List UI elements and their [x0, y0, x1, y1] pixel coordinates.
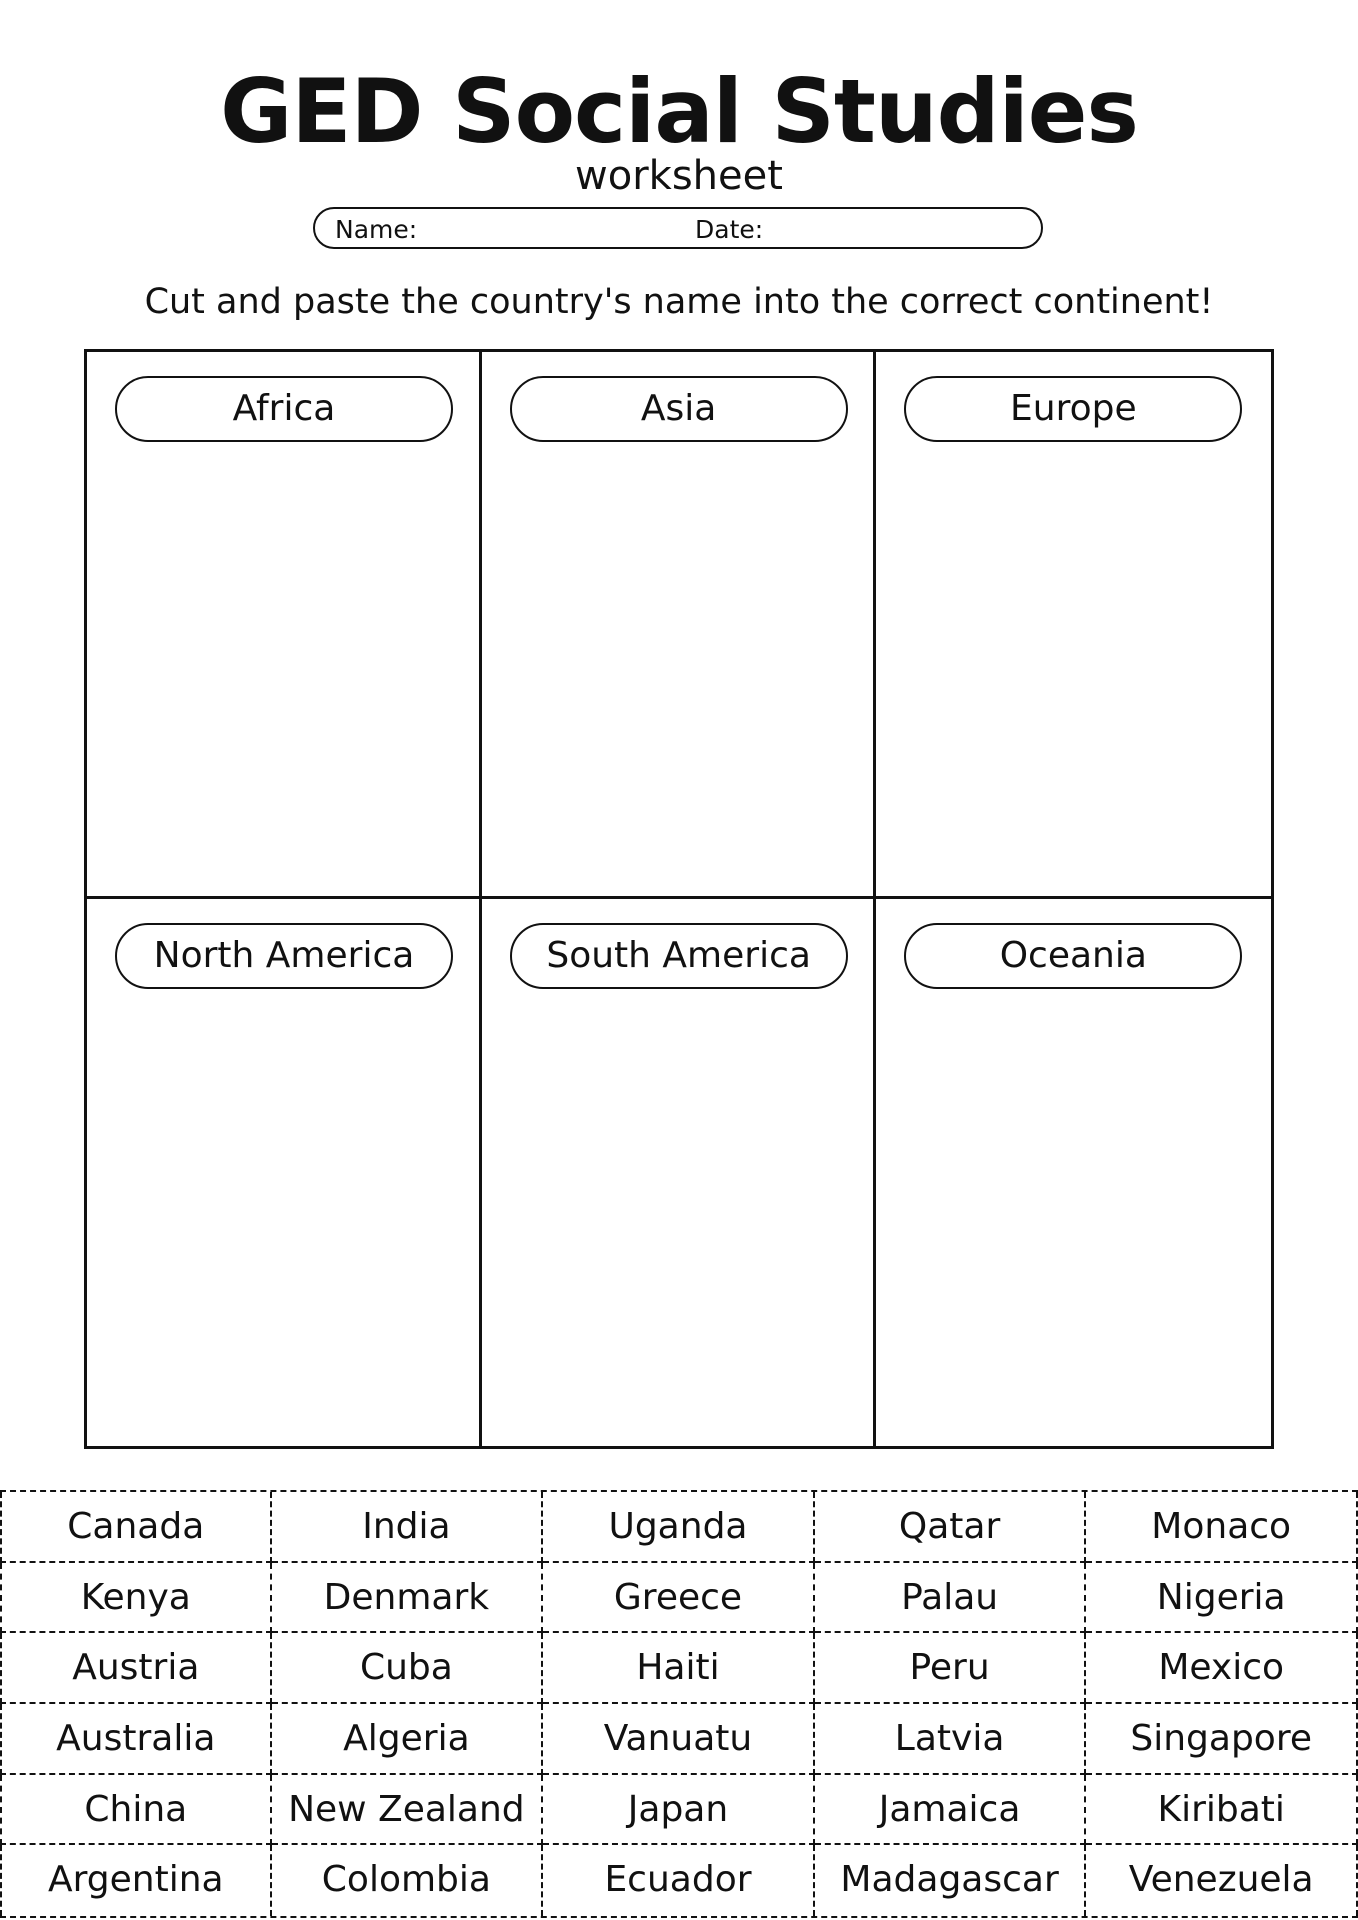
continent-label: North America [115, 923, 453, 989]
country-cutout[interactable]: Venezuela [1086, 1845, 1358, 1916]
country-cutout[interactable]: Palau [815, 1563, 1087, 1634]
continent-grid [84, 349, 1274, 1449]
continent-label: Europe [904, 376, 1242, 442]
continent-label: Asia [510, 376, 848, 442]
country-cutout[interactable]: Mexico [1086, 1633, 1358, 1704]
country-cutout[interactable]: Canada [0, 1492, 272, 1563]
country-cutout[interactable]: Denmark [272, 1563, 544, 1634]
worksheet-title: GED Social Studies [220, 60, 1138, 163]
country-cutout[interactable]: Monaco [1086, 1492, 1358, 1563]
continent-box-oceania[interactable] [876, 899, 1271, 1446]
country-cutout[interactable]: Japan [543, 1775, 815, 1846]
continent-box-europe[interactable] [876, 352, 1271, 899]
country-cutout[interactable]: Madagascar [815, 1845, 1087, 1916]
country-cutout[interactable]: Greece [543, 1563, 815, 1634]
country-cutout-grid [0, 1490, 1358, 1918]
continent-box-north-america[interactable] [87, 899, 482, 1446]
name-date-field[interactable] [313, 207, 1043, 249]
country-cutout[interactable]: Kiribati [1086, 1775, 1358, 1846]
country-cutout[interactable]: Nigeria [1086, 1563, 1358, 1634]
country-cutout[interactable]: Cuba [272, 1633, 544, 1704]
country-cutout[interactable]: New Zealand [272, 1775, 544, 1846]
country-cutout[interactable]: Jamaica [815, 1775, 1087, 1846]
country-cutout[interactable]: Peru [815, 1633, 1087, 1704]
instructions: Cut and paste the country's name into the correct continent! [144, 282, 1214, 322]
worksheet-subtitle: worksheet [575, 153, 783, 199]
continent-box-south-america[interactable] [482, 899, 877, 1446]
country-cutout[interactable]: Colombia [272, 1845, 544, 1916]
date-label: Date: [695, 215, 764, 244]
continent-label: Oceania [904, 923, 1242, 989]
continent-label: South America [510, 923, 848, 989]
country-cutout[interactable]: Vanuatu [543, 1704, 815, 1775]
country-cutout[interactable]: Kenya [0, 1563, 272, 1634]
country-cutout[interactable]: Australia [0, 1704, 272, 1775]
name-label: Name: [335, 215, 418, 244]
country-cutout[interactable]: China [0, 1775, 272, 1846]
country-cutout[interactable]: Latvia [815, 1704, 1087, 1775]
country-cutout[interactable]: Haiti [543, 1633, 815, 1704]
country-cutout[interactable]: Singapore [1086, 1704, 1358, 1775]
country-cutout[interactable]: Qatar [815, 1492, 1087, 1563]
country-cutout[interactable]: Uganda [543, 1492, 815, 1563]
continent-box-asia[interactable] [482, 352, 877, 899]
continent-label: Africa [115, 376, 453, 442]
country-cutout[interactable]: Argentina [0, 1845, 272, 1916]
country-cutout[interactable]: Austria [0, 1633, 272, 1704]
country-cutout[interactable]: India [272, 1492, 544, 1563]
continent-box-africa[interactable] [87, 352, 482, 899]
country-cutout[interactable]: Ecuador [543, 1845, 815, 1916]
country-cutout[interactable]: Algeria [272, 1704, 544, 1775]
